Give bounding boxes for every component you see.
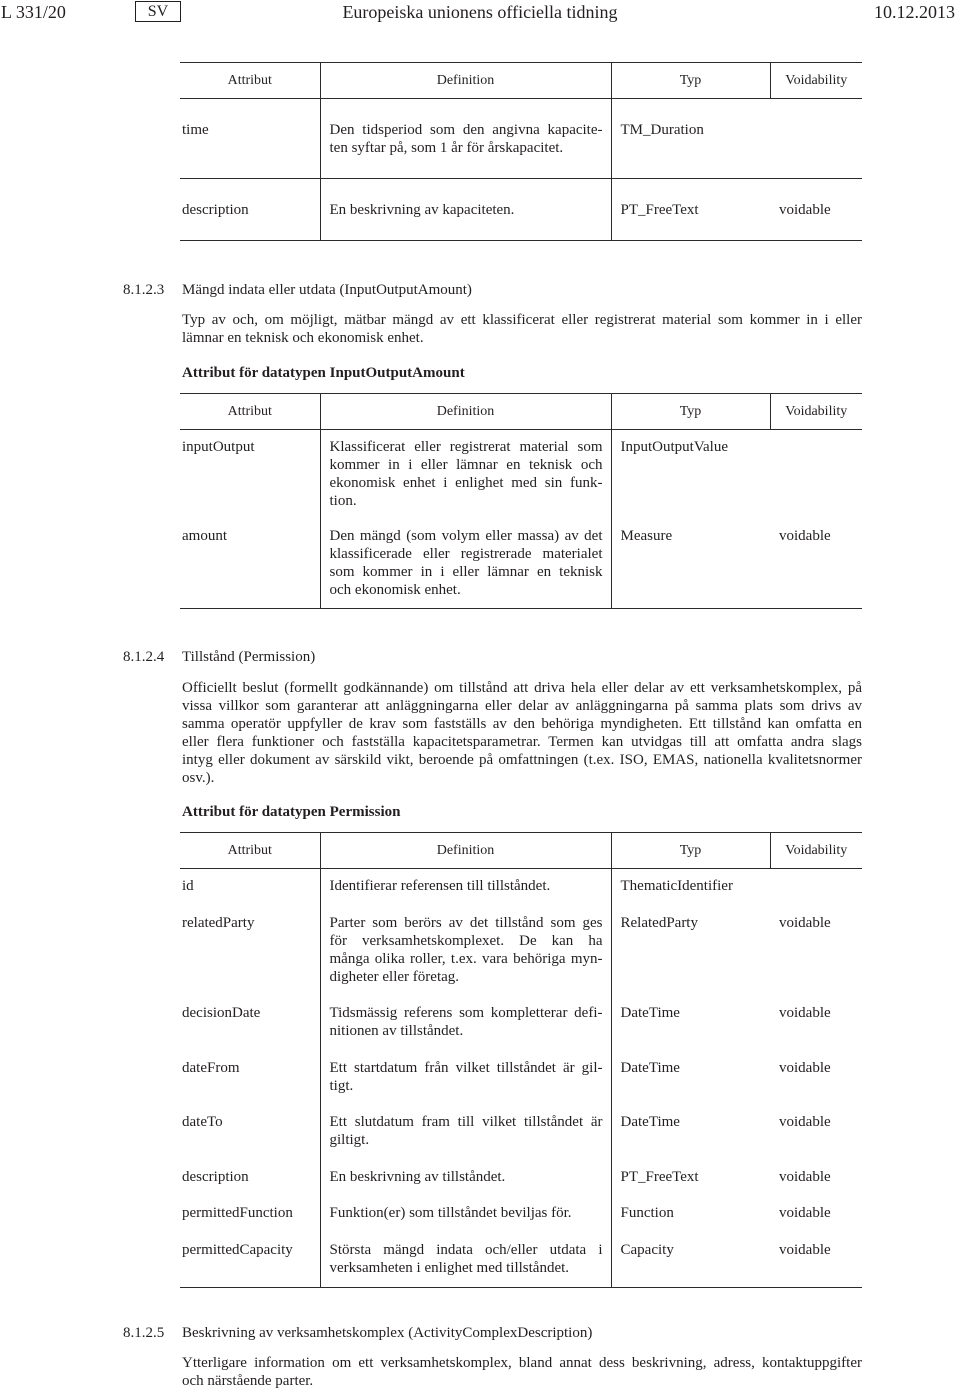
type-cell: ThematicIdentifier (611, 869, 770, 906)
voidability-cell: voidable (770, 519, 862, 609)
attribute-cell: permittedFunction (182, 1205, 293, 1221)
attributes-heading: Attribut för datatypen InputOutputAmount (182, 365, 465, 381)
definition-line: En beskrivning av kapaciteten. (329, 202, 515, 218)
type-cell: RelatedParty (611, 906, 770, 997)
attribute-cell: decisionDate (182, 1005, 261, 1021)
definition-line: Tidsmässig referens som kompletterar defi- (329, 1005, 603, 1021)
paragraph-line: Officiellt beslut (formellt godkännande) om tillstånd att driva hela eller delar av ett verksamhetskomplex, på (182, 680, 862, 696)
column-header-definition: Definition (320, 63, 611, 99)
attribute-cell: id (182, 878, 194, 894)
definition-line: och ekonomisk enhet. (329, 582, 461, 598)
section-paragraph (182, 679, 862, 787)
section-title: Beskrivning av verksamhetskomplex (ActivityComplexDescription) (182, 1325, 593, 1341)
type-cell: DateTime (611, 1051, 770, 1106)
definition-line: många olika roller, t.ex. vara behöriga myn- (329, 950, 603, 967)
definition-line: ekonomisk enhet i enlighet med sin funk- (329, 475, 603, 491)
permission-attributes-table (180, 832, 862, 1288)
table-header-row (180, 833, 862, 869)
definition-line: giltigt. (329, 1132, 370, 1148)
definition-cell (320, 430, 611, 520)
attribute-cell: description (182, 1168, 249, 1185)
paragraph-line: intyg eller dokument av särskild vikt, beroende på omfattningen (t.ex. ISO, EMAS, nationella kvalitetsnormer (182, 752, 862, 768)
definition-cell (320, 519, 611, 609)
capacity-attributes-table (180, 62, 862, 241)
table-header-row (180, 63, 862, 99)
column-header-definition: Definition (320, 833, 611, 869)
paragraph-line: och närstående parter. (182, 1373, 314, 1389)
table-row (180, 179, 862, 241)
section-paragraph (182, 311, 862, 347)
section-number: 8.1.2.5 (123, 1325, 165, 1341)
table-row (180, 99, 862, 179)
table-row (180, 869, 862, 906)
voidability-cell (770, 869, 862, 906)
definition-line: Identifierar referensen till tillståndet. (329, 878, 551, 894)
column-header-voidability: Voidability (770, 833, 862, 869)
definition-line: Ett slutdatum fram till vilket tillståndet är (329, 1114, 603, 1130)
voidability-cell: voidable (779, 1205, 831, 1221)
attribute-cell: time (180, 99, 320, 179)
attribute-cell: dateTo (182, 1114, 223, 1130)
attribute-cell: dateFrom (182, 1059, 240, 1076)
table-row (180, 1160, 862, 1197)
definition-cell (320, 1051, 611, 1106)
table-row (180, 996, 862, 1051)
type-cell: Function (611, 1196, 770, 1233)
attribute-cell: description (180, 179, 320, 241)
definition-line: digheter eller företag. (329, 968, 460, 985)
table-header-row (180, 394, 862, 430)
definition-cell (320, 1105, 611, 1160)
journal-title: Europeiska unionens officiella tidning (342, 2, 618, 22)
definition-line: Parter som berörs av det tillstånd som ges (329, 914, 603, 931)
section-title: Mängd indata eller utdata (InputOutputAmount) (182, 282, 472, 298)
type-cell: PT_FreeText (611, 1160, 770, 1197)
definition-line: Klassificerat eller registrerat material som (329, 439, 603, 455)
column-header-voidability: Voidability (770, 63, 862, 99)
definition-line: verksamheten i enlighet med tillståndet. (329, 1259, 570, 1276)
voidability-cell (770, 99, 862, 179)
paragraph-line: eller flera funktioner och fastställa kapacitetsparametrar. Termen kan utvidgas till att omfatta andra slags (182, 734, 862, 750)
section-number: 8.1.2.3 (123, 282, 165, 298)
column-header-type: Typ (611, 833, 770, 869)
journal-reference: L 331/20 (1, 2, 66, 22)
column-header-definition: Definition (320, 394, 611, 430)
table-row (180, 1196, 862, 1233)
definition-cell (320, 996, 611, 1051)
column-header-attribute: Attribut (180, 394, 320, 430)
definition-cell (320, 1196, 611, 1233)
voidability-cell: voidable (779, 1114, 831, 1130)
type-cell: Capacity (611, 1233, 770, 1288)
table-row (180, 430, 862, 520)
definition-cell (320, 179, 611, 241)
voidability-cell: voidable (779, 1168, 831, 1185)
definition-line: nitionen av tillståndet. (329, 1023, 464, 1039)
definition-line: tion. (329, 493, 357, 509)
attributes-heading: Attribut för datatypen Permission (182, 804, 401, 820)
column-header-type: Typ (611, 63, 770, 99)
input-output-amount-table (180, 393, 862, 609)
section-number: 8.1.2.4 (123, 649, 165, 665)
definition-line: Den tidsperiod som den angivna kapacite- (329, 122, 603, 138)
section-paragraph (182, 1354, 862, 1390)
attribute-cell: amount (180, 519, 320, 609)
voidability-cell: voidable (779, 1059, 831, 1076)
type-cell: InputOutputValue (611, 430, 770, 520)
section-title: Tillstånd (Permission) (182, 649, 316, 665)
table-row (180, 1105, 862, 1160)
definition-line: kommer in i eller lämnar en teknisk och (329, 457, 603, 473)
language-badge: SV (135, 1, 181, 22)
type-cell: TM_Duration (611, 99, 770, 179)
paragraph-line: Ytterligare information om ett verksamhetskomplex, bland annat dess beskrivning, adress, kontaktuppgifter (182, 1355, 862, 1371)
attribute-cell: inputOutput (182, 439, 255, 455)
voidability-cell: voidable (779, 914, 831, 931)
type-cell: PT_FreeText (611, 179, 770, 241)
definition-cell (320, 99, 611, 179)
definition-line: Funktion(er) som tillståndet beviljas för. (329, 1205, 572, 1221)
table-row (180, 519, 862, 609)
definition-cell (320, 869, 611, 906)
column-header-voidability: Voidability (770, 394, 862, 430)
table-row (180, 906, 862, 997)
attribute-cell: relatedParty (182, 914, 255, 931)
publication-date: 10.12.2013 (874, 2, 955, 22)
type-cell: DateTime (611, 1105, 770, 1160)
paragraph-line: samma operatör uppfyller de krav som fastställs av den behöriga myndigheten. Ett tillstånd kan omfatta en (182, 716, 862, 732)
paragraph-line: osv.). (182, 770, 215, 786)
definition-cell (320, 1233, 611, 1288)
definition-line: för verksamhetskomplexet. De kan ha (329, 932, 603, 949)
column-header-attribute: Attribut (180, 63, 320, 99)
column-header-attribute: Attribut (180, 833, 320, 869)
paragraph-line: vissa villkor som garanterar att anläggningarna eller delar av anläggningarna på samma plats som drivs av (182, 698, 862, 714)
definition-line: Största mängd indata och/eller utdata i (329, 1241, 603, 1258)
definition-line: tigt. (329, 1077, 354, 1094)
definition-line: En beskrivning av tillståndet. (329, 1168, 506, 1185)
column-header-type: Typ (611, 394, 770, 430)
definition-line: som kommer in i eller lämnar en teknisk (329, 564, 603, 580)
definition-cell (320, 1160, 611, 1197)
voidability-cell (770, 430, 862, 520)
table-row (180, 1051, 862, 1106)
definition-line: ten syftar på, som 1 år för årskapacitet. (329, 140, 564, 156)
paragraph-line: Typ av och, om möjligt, mätbar mängd av ett klassificerat eller registrerat material som kommer in i eller (182, 312, 862, 328)
definition-line: Ett startdatum från vilket tillståndet är gil- (329, 1059, 603, 1076)
voidability-cell: voidable (770, 179, 862, 241)
attribute-cell: permittedCapacity (180, 1233, 320, 1288)
voidability-cell: voidable (779, 1005, 831, 1021)
voidability-cell: voidable (770, 1233, 862, 1288)
type-cell: DateTime (611, 996, 770, 1051)
type-cell: Measure (611, 519, 770, 609)
definition-cell (320, 906, 611, 997)
table-row (180, 1233, 862, 1288)
definition-line: klassificerade eller registrerade materialet (329, 546, 603, 562)
definition-line: Den mängd (som volym eller massa) av det (329, 528, 603, 544)
paragraph-line: lämnar en teknisk och ekonomisk enhet. (182, 330, 424, 346)
